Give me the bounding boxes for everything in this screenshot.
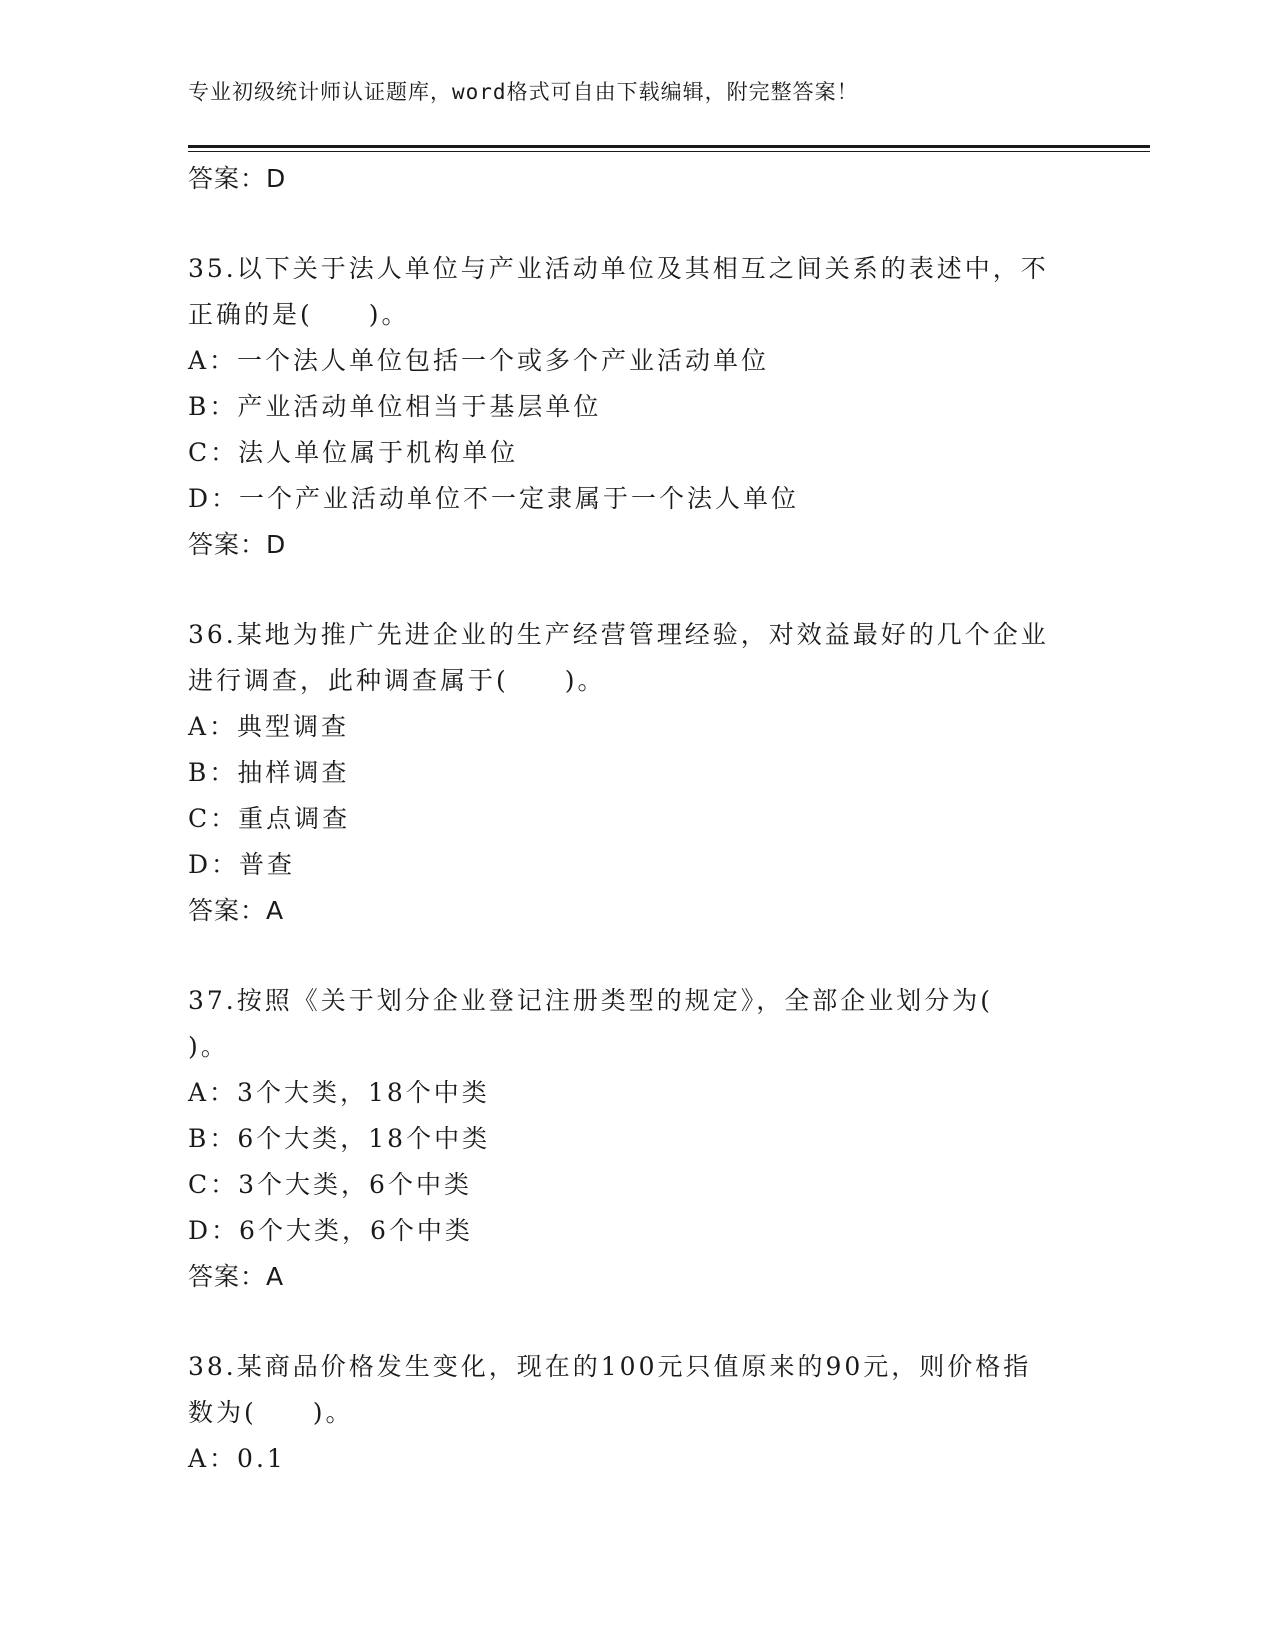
option-b: B：产业活动单位相当于基层单位 [188, 392, 602, 421]
question-stem: 38.某商品价格发生变化，现在的100元只值原来的90元，则价格指 [188, 1352, 1032, 1381]
question-block [188, 612, 1088, 934]
option-c: C：重点调查 [188, 804, 351, 833]
question-block [188, 978, 1088, 1300]
header-rule-thick [188, 145, 1150, 148]
question-block [188, 246, 1088, 568]
question-stem: )。 [188, 1032, 229, 1061]
option-d: D：6个大类，6个中类 [188, 1216, 473, 1245]
question-stem: 36.某地为推广先进企业的生产经营管理经验，对效益最好的几个企业 [188, 620, 1049, 649]
answer-line: 答案：D [188, 530, 287, 559]
question-content [188, 156, 1088, 1482]
option-b: B：抽样调查 [188, 758, 350, 787]
option-c: C：3个大类，6个中类 [188, 1170, 472, 1199]
question-stem: 37.按照《关于划分企业登记注册类型的规定》，全部企业划分为( [188, 986, 994, 1015]
option-d: D：一个产业活动单位不一定隶属于一个法人单位 [188, 484, 800, 513]
option-c: C：法人单位属于机构单位 [188, 438, 519, 467]
header-rule-thin [188, 151, 1150, 152]
option-a: A：3个大类，18个中类 [188, 1078, 490, 1107]
question-block [188, 1344, 1088, 1482]
question-stem: 正确的是( )。 [188, 300, 410, 329]
option-d: D：普查 [188, 850, 296, 879]
option-b: B：6个大类，18个中类 [188, 1124, 491, 1153]
option-a: A：典型调查 [188, 712, 350, 741]
question-stem: 进行调查，此种调查属于( )。 [188, 666, 606, 695]
question-stem: 35.以下关于法人单位与产业活动单位及其相互之间关系的表述中，不 [188, 254, 1049, 283]
answer-line: 答案：A [188, 896, 285, 925]
answer-line: 答案：A [188, 1262, 285, 1291]
option-a: A：0.1 [188, 1444, 286, 1473]
question-stem: 数为( )。 [188, 1398, 354, 1427]
option-a: A：一个法人单位包括一个或多个产业活动单位 [188, 346, 770, 375]
page-header: 专业初级统计师认证题库，word格式可自由下载编辑，附完整答案！ [188, 80, 859, 104]
answer-line: 答案：D [188, 164, 287, 193]
